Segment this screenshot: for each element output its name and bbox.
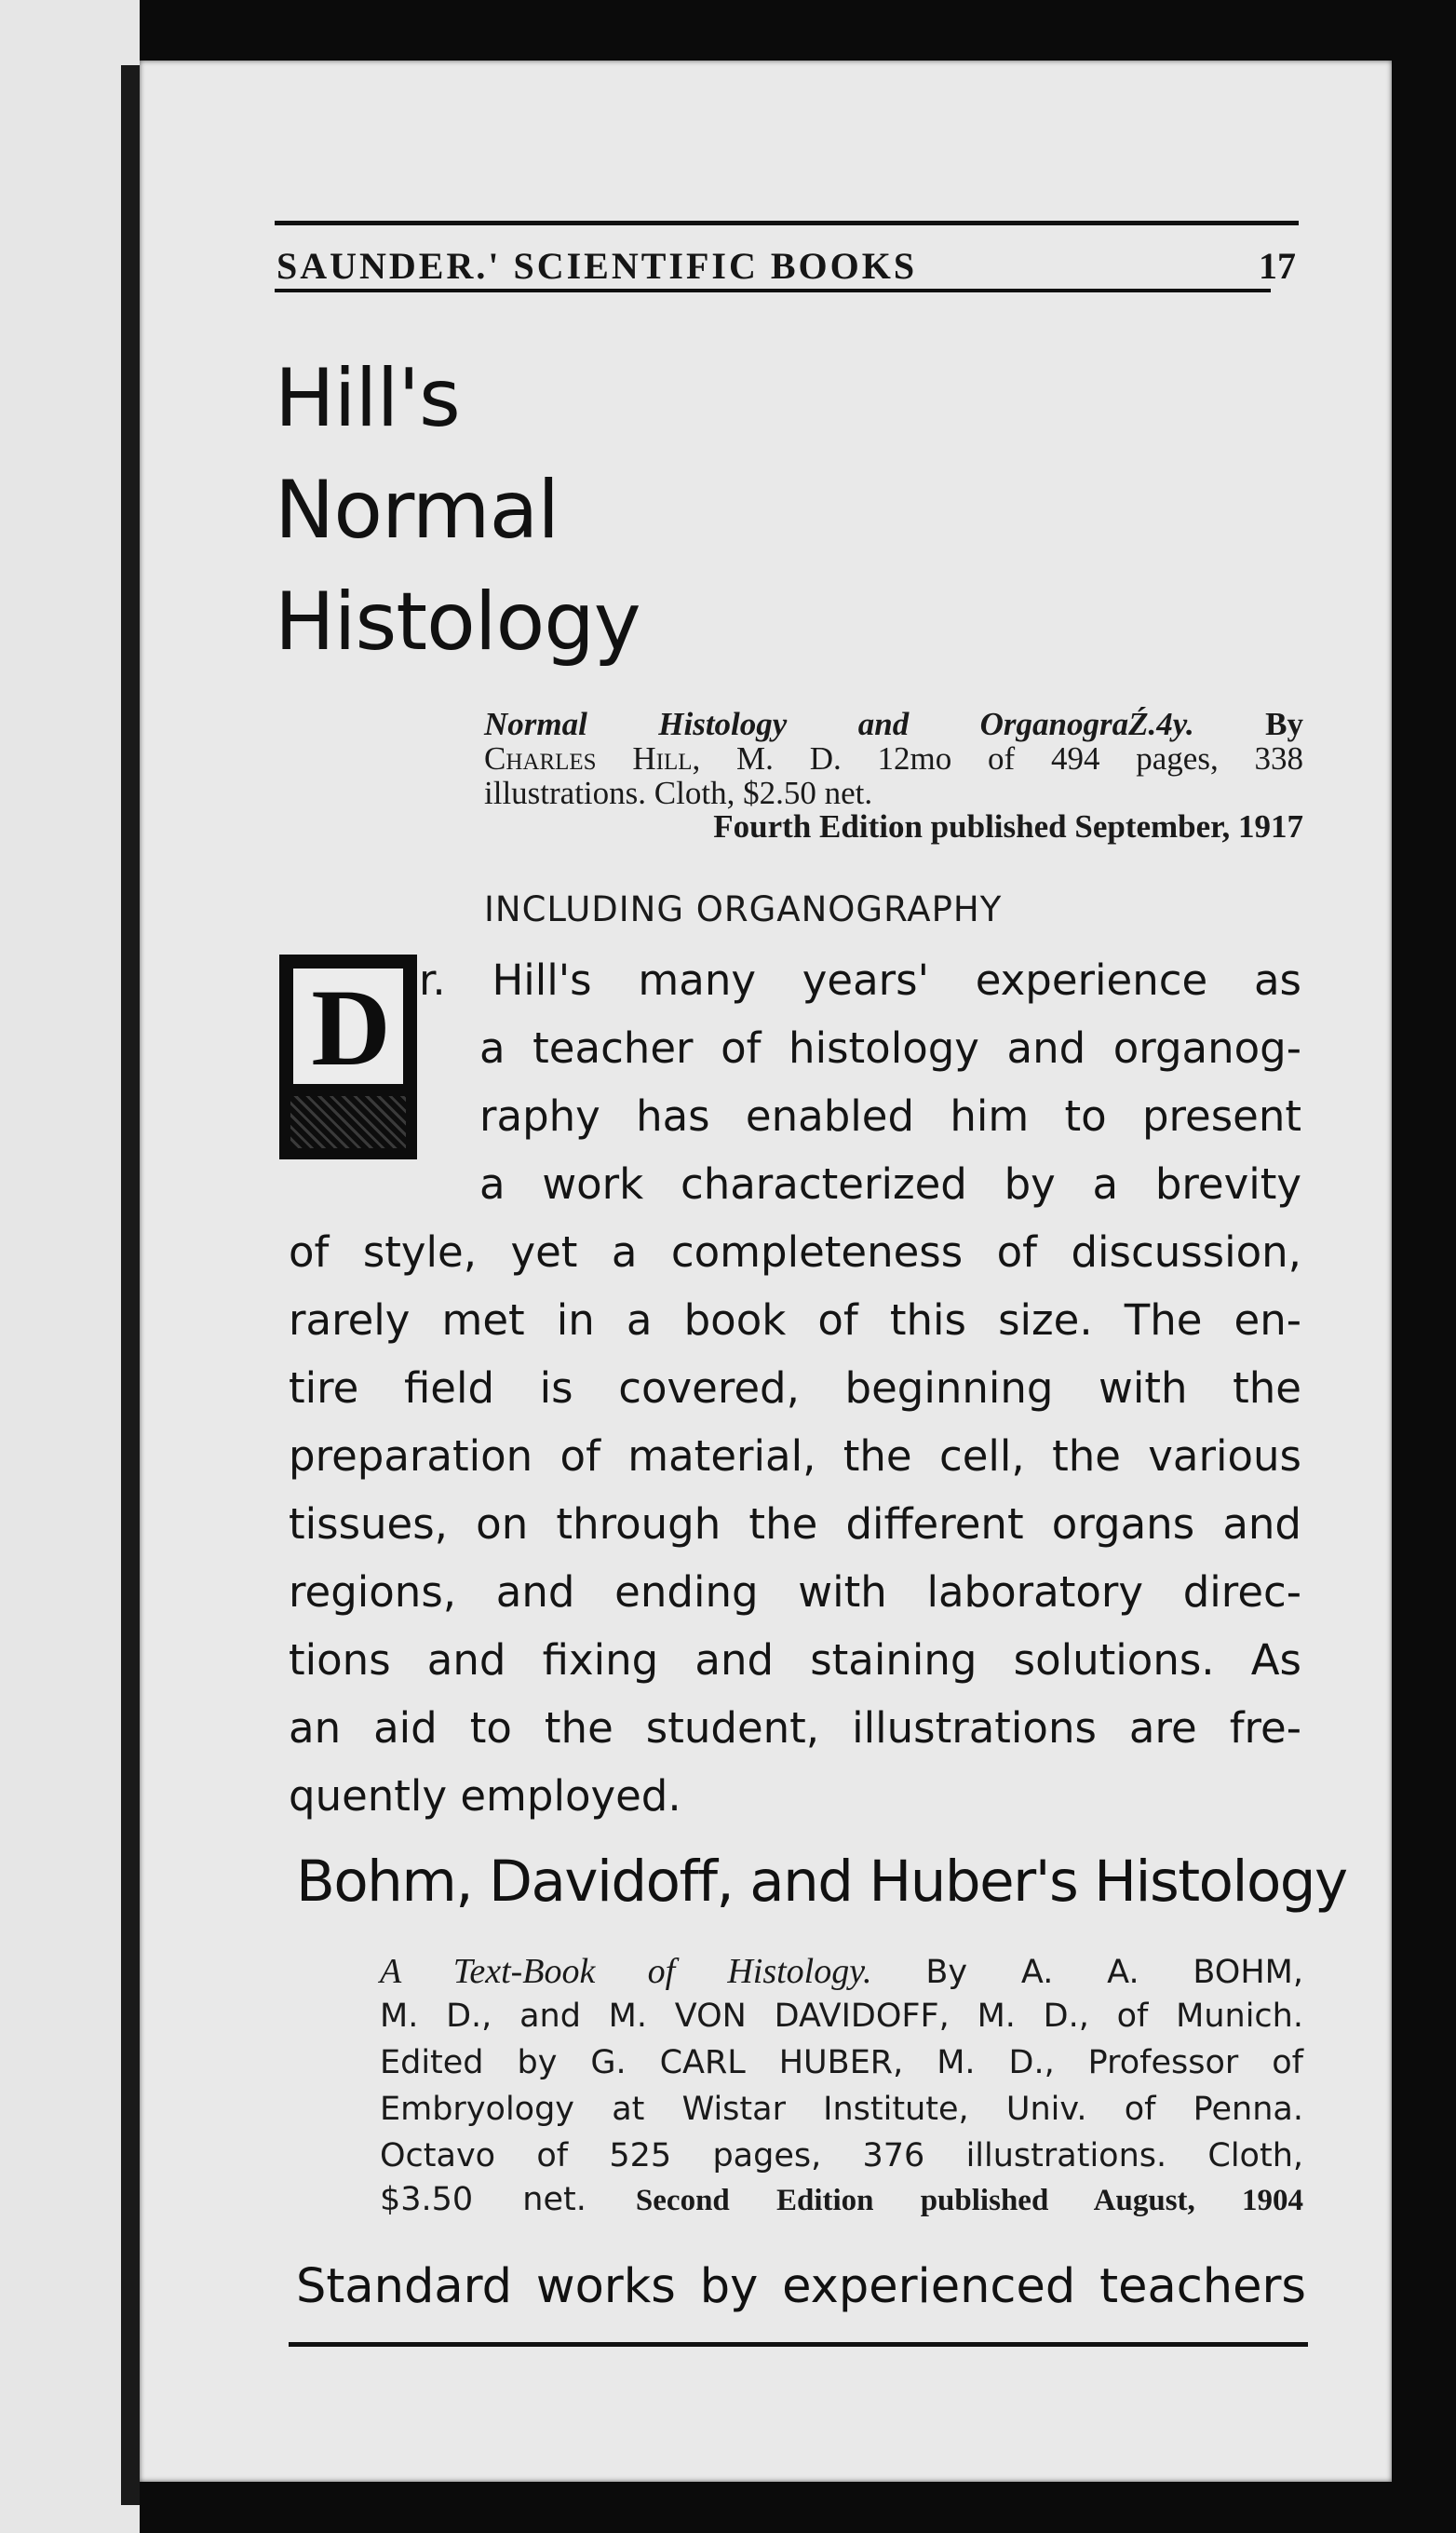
running-header	[276, 244, 1296, 288]
second-citation-line-2: M. D., and M. VON DAVIDOFF, M. D., of Munich.	[380, 1998, 1303, 2035]
body-line-10: regions, and ending with laboratory direc-	[289, 1567, 1301, 1617]
header-bottom-rule	[275, 289, 1271, 292]
second-book-title: Bohm, Davidoff, and Huber's Histology	[296, 1849, 1347, 1915]
running-title: SAUNDER.' SCIENTIFIC BOOKS	[276, 245, 918, 287]
second-book-subtitle: A Text-Book of Histology.	[380, 1952, 872, 1991]
book-title-line-2: Normal	[275, 464, 559, 557]
second-citation-line-5: Octavo of 525 pages, 376 illustrations. Cloth,	[380, 2137, 1303, 2174]
citation-edition: Fourth Edition published September, 1917	[713, 808, 1303, 845]
body-line-4: a work characterized by a brevity	[479, 1159, 1301, 1209]
body-line-7: tire field is covered, beginning with the	[289, 1363, 1301, 1413]
footer-tagline: Standard works by experienced teachers	[296, 2259, 1306, 2314]
ornamental-drop-cap	[279, 955, 417, 1159]
second-citation-edition: Second Edition published August, 1904	[635, 2184, 1303, 2217]
second-citation-line-4: Embryology at Wistar Institute, Univ. of Penna.	[380, 2091, 1303, 2128]
second-citation-authors-start: By A. A. BOHM,	[925, 1954, 1303, 1991]
book-gutter	[121, 65, 140, 2505]
body-line-3: raphy has enabled him to present	[479, 1091, 1301, 1141]
page-number: 17	[1259, 245, 1296, 287]
citation-by: By	[1265, 706, 1303, 742]
citation-line-2	[484, 742, 1303, 775]
citation-format: 12mo of 494 pages, 338	[877, 740, 1303, 777]
drop-cap-letter: D	[311, 967, 391, 1089]
second-citation-line-6	[380, 2181, 1303, 2218]
facing-page-edge	[0, 0, 140, 2533]
body-line-1: r. Hill's many years' experience as	[419, 955, 1301, 1005]
citation-line-1	[484, 708, 1303, 740]
book-title-line-3: Histology	[275, 576, 640, 669]
section-subheading: INCLUDING ORGANOGRAPHY	[484, 889, 1003, 929]
second-citation-price: $3.50 net.	[380, 2181, 586, 2218]
body-line-8: preparation of material, the cell, the various	[289, 1431, 1301, 1481]
body-line-6: rarely met in a book of this size. The en-	[289, 1295, 1301, 1345]
body-line-2: a teacher of histology and organog-	[479, 1023, 1301, 1073]
footer-rule	[289, 2342, 1308, 2347]
body-line-5: of style, yet a completeness of discussion,	[289, 1227, 1301, 1277]
body-line-11: tions and fixing and staining solutions. As	[289, 1635, 1301, 1685]
book-title-line-1: Hill's	[275, 352, 460, 445]
second-citation-line-3: Edited by G. CARL HUBER, M. D., Professor of	[380, 2044, 1303, 2081]
citation-book-title: Normal Histology and OrganograŹ.4y.	[484, 706, 1194, 742]
header-top-rule	[275, 221, 1299, 225]
second-citation-line-1	[380, 1954, 1303, 1989]
body-line-9: tissues, on through the different organs and	[289, 1499, 1301, 1549]
body-line-13: quently employed.	[289, 1771, 681, 1821]
citation-author: Charles Hill, M. D.	[484, 740, 842, 777]
drop-cap-ornament	[290, 1096, 406, 1148]
body-line-12: an aid to the student, illustrations are fre-	[289, 1703, 1301, 1753]
citation-line-3: illustrations. Cloth, $2.50 net.	[484, 775, 873, 811]
drop-cap-frame	[290, 966, 406, 1087]
